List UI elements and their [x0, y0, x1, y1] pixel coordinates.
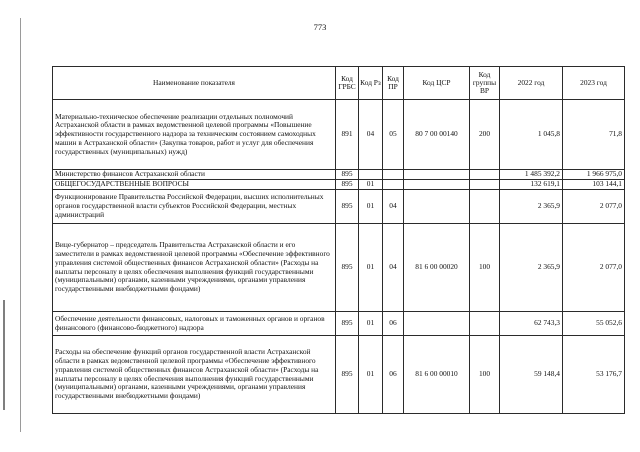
row-2023: 55 052,6: [563, 312, 625, 336]
row-pr: 06: [383, 312, 404, 336]
row-vr: [470, 170, 500, 180]
row-vr: 100: [470, 224, 500, 312]
row-csr: 81 6 00 00010: [404, 336, 470, 414]
row-name: Вице-губернатор – председатель Правительства Астраханской области и его заместители в рамках ведомственной целевой программы «Обеспечение эффективного управления системой общественных финансов Астраханской области» (Расходы на выплаты персоналу в целях обеспечения выполнения функций государственными (муниципальными) органами, казенными учреждениями, органами управления государственными внебюджетными фондами): [53, 224, 336, 312]
header-rz: Код Рз: [359, 67, 383, 100]
table-row: [53, 100, 625, 170]
row-grbs: 895: [336, 224, 359, 312]
header-2022: 2022 год: [500, 67, 563, 100]
row-grbs: 895: [336, 312, 359, 336]
row-2023: 53 176,7: [563, 336, 625, 414]
table-row: [53, 170, 625, 180]
row-grbs: 895: [336, 190, 359, 224]
row-2023: 1 966 975,0: [563, 170, 625, 180]
page-number: 773: [313, 22, 327, 32]
table-row: [53, 312, 625, 336]
row-csr: [404, 312, 470, 336]
page-left-edge: [20, 18, 21, 432]
row-rz: 01: [359, 336, 383, 414]
row-rz: 01: [359, 180, 383, 190]
row-vr: [470, 180, 500, 190]
row-2023: 71,8: [563, 100, 625, 170]
table-row: [53, 180, 625, 190]
row-grbs: 895: [336, 180, 359, 190]
table-header-row: [53, 67, 625, 100]
row-rz: 01: [359, 190, 383, 224]
row-csr: 81 6 00 00020: [404, 224, 470, 312]
budget-table: [52, 66, 625, 414]
row-name: Обеспечение деятельности финансовых, налоговых и таможенных органов и органов финансового (финансово-бюджетного) надзора: [53, 312, 336, 336]
row-rz: 01: [359, 312, 383, 336]
row-pr: 05: [383, 100, 404, 170]
row-pr: [383, 170, 404, 180]
row-2022: 132 619,1: [500, 180, 563, 190]
row-csr: 80 7 00 00140: [404, 100, 470, 170]
row-grbs: 895: [336, 336, 359, 414]
row-rz: [359, 170, 383, 180]
row-vr: 100: [470, 336, 500, 414]
header-2023: 2023 год: [563, 67, 625, 100]
table-row: [53, 190, 625, 224]
row-2022: 2 365,9: [500, 224, 563, 312]
row-name: Функционирование Правительства Российской Федерации, высших исполнительных органов государственной власти субъектов Российской Федерации, местных администраций: [53, 190, 336, 224]
header-csr: Код ЦСР: [404, 67, 470, 100]
row-2023: 2 077,0: [563, 190, 625, 224]
row-2022: 62 743,3: [500, 312, 563, 336]
row-name: Министерство финансов Астраханской области: [53, 170, 336, 180]
row-name: Материально-техническое обеспечение реализации отдельных полномочий Астраханской области в рамках ведомственной целевой программы «Повышение эффективности государственного надзора за техническим состоянием самоходных машин в Астраханской области» (Закупка товаров, работ и услуг для обеспечения государственных (муниципальных) нужд): [53, 100, 336, 170]
row-2023: 103 144,1: [563, 180, 625, 190]
row-name: Расходы на обеспечение функций органов государственной власти Астраханской области в рамках ведомственной целевой программы «Обеспечение эффективного управления системой общественных финансов Астраханской области» (Расходы на выплаты персоналу в целях обеспечения выполнения функций государственными (муниципальными) органами, казенными учреждениями, органами управления государственными внебюджетными фондами): [53, 336, 336, 414]
row-csr: [404, 170, 470, 180]
header-grbs: Код ГРБС: [336, 67, 359, 100]
header-vr: Код группы ВР: [470, 67, 500, 100]
row-vr: [470, 190, 500, 224]
header-name: Наименование показателя: [53, 67, 336, 100]
row-vr: 200: [470, 100, 500, 170]
row-grbs: 895: [336, 170, 359, 180]
row-vr: [470, 312, 500, 336]
row-2022: 1 045,8: [500, 100, 563, 170]
row-rz: 04: [359, 100, 383, 170]
row-2022: 59 148,4: [500, 336, 563, 414]
row-grbs: 891: [336, 100, 359, 170]
row-csr: [404, 190, 470, 224]
scan-mark: [3, 300, 5, 410]
row-name: ОБЩЕГОСУДАРСТВЕННЫЕ ВОПРОСЫ: [53, 180, 336, 190]
table-row: [53, 224, 625, 312]
row-csr: [404, 180, 470, 190]
row-2022: 2 365,9: [500, 190, 563, 224]
table-row: [53, 336, 625, 414]
row-pr: 04: [383, 224, 404, 312]
row-pr: 06: [383, 336, 404, 414]
row-pr: [383, 180, 404, 190]
row-2023: 2 077,0: [563, 224, 625, 312]
row-2022: 1 485 392,2: [500, 170, 563, 180]
row-pr: 04: [383, 190, 404, 224]
row-rz: 01: [359, 224, 383, 312]
header-pr: Код ПР: [383, 67, 404, 100]
